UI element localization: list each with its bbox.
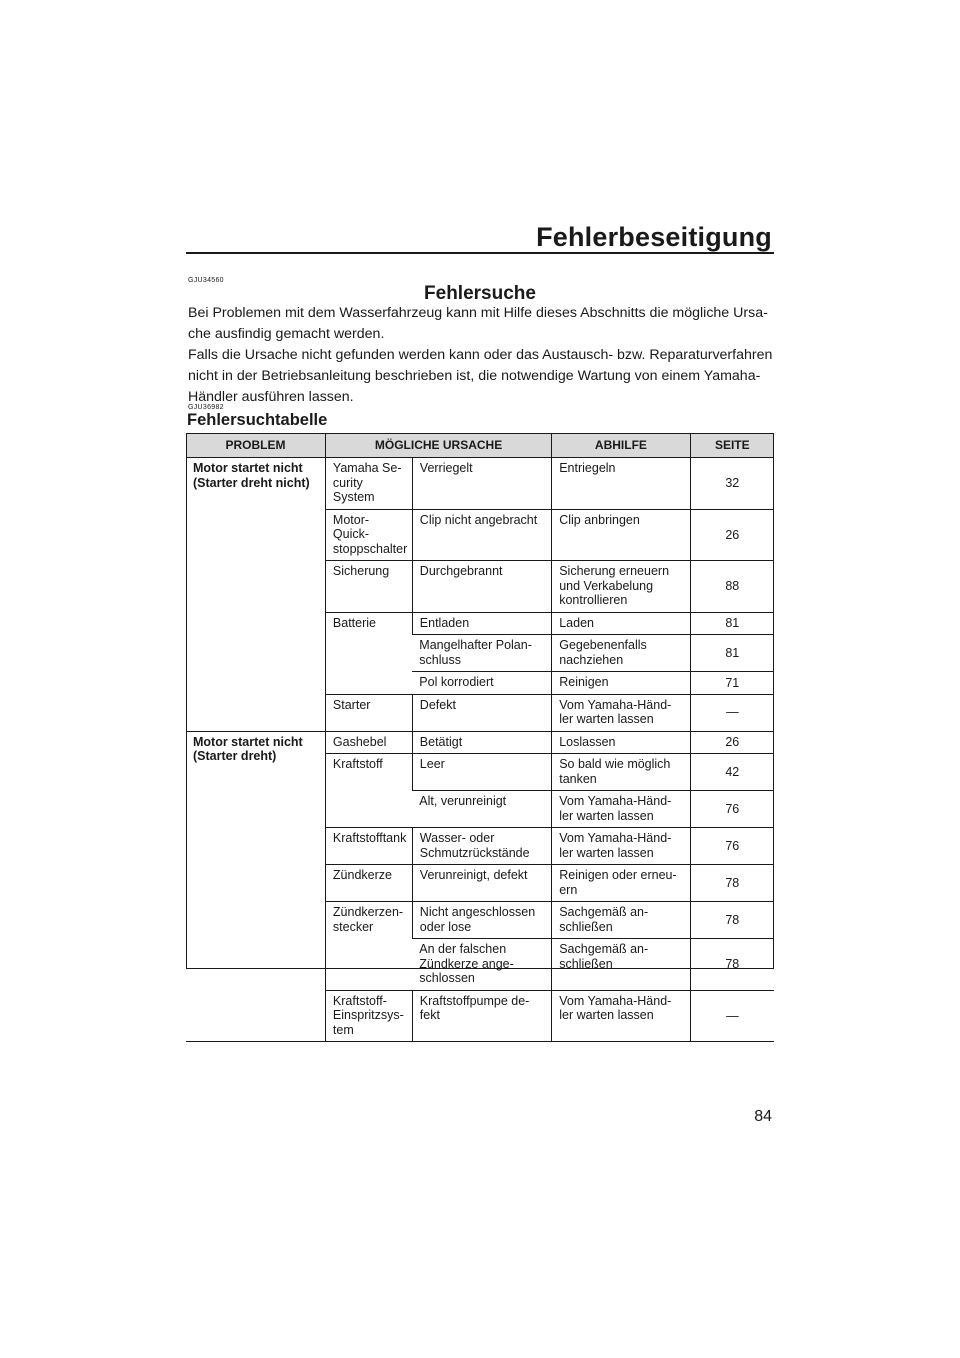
header-problem: PROBLEM [186, 433, 325, 458]
remedy-cell: Clip anbringen [552, 509, 690, 561]
remedy-cell: Vom Yamaha-Händ-ler warten lassen [552, 828, 690, 865]
subsection-title: Fehlersuchtabelle [187, 411, 328, 429]
table-row [186, 458, 774, 510]
section-code: GJU34560 [188, 277, 224, 284]
cause-cell: Verunreinigt, defekt [412, 865, 551, 902]
troubleshooting-table [186, 433, 774, 1042]
remedy-cell: Vom Yamaha-Händ-ler warten lassen [552, 694, 690, 731]
component-cell: Motor-Quick-stoppschalter [325, 509, 412, 561]
subsection-code: GJU36982 [188, 404, 224, 411]
component-cell: Zündkerzen-stecker [325, 902, 412, 991]
cause-cell: Betätigt [412, 731, 551, 754]
header-rule [186, 252, 774, 254]
problem-cell: Motor startet nicht (Starter dreht) [186, 731, 325, 1042]
page-cell: 42 [690, 754, 774, 791]
page-cell: 76 [690, 828, 774, 865]
remedy-cell: Entriegeln [552, 458, 690, 510]
page-cell: 71 [690, 672, 774, 695]
cause-cell: Clip nicht angebracht [412, 509, 551, 561]
intro-paragraph: Falls die Ursache nicht gefunden werden kann oder das Austausch- bzw. Reparaturverfahren nicht in der Betriebsanleitung beschrieben ist, die notwendige Wartung von einem Yamaha-Händler ausführen lassen. [188, 347, 773, 405]
component-cell: Gashebel [325, 731, 412, 754]
page-cell: 81 [690, 635, 774, 672]
remedy-cell: Sachgemäß an-schließen [552, 939, 690, 991]
remedy-cell: Vom Yamaha-Händ-ler warten lassen [552, 990, 690, 1042]
component-cell: Starter [325, 694, 412, 731]
page-cell: 26 [690, 731, 774, 754]
component-cell: Kraftstoff-Einspritzsys-tem [325, 990, 412, 1042]
cause-cell: Verriegelt [412, 458, 551, 510]
component-cell: Kraftstoff [325, 754, 412, 828]
page-cell: 78 [690, 902, 774, 939]
remedy-cell: So bald wie möglich tanken [552, 754, 690, 791]
remedy-cell: Loslassen [552, 731, 690, 754]
remedy-cell: Reinigen [552, 672, 690, 695]
page-number: 84 [754, 1108, 772, 1125]
problem-cell: Motor startet nicht (Starter dreht nicht) [186, 458, 325, 732]
page-cell: — [690, 990, 774, 1042]
cause-cell: Entladen [412, 612, 551, 635]
header-cause: MÖGLICHE URSACHE [325, 433, 551, 458]
intro-text [188, 303, 778, 408]
component-cell: Sicherung [325, 561, 412, 613]
cause-cell: Alt, verunreinigt [412, 791, 551, 828]
remedy-cell: Gegebenenfalls nachziehen [552, 635, 690, 672]
page-cell: 78 [690, 939, 774, 991]
page-cell: 26 [690, 509, 774, 561]
cause-cell: Defekt [412, 694, 551, 731]
cause-cell: Kraftstoffpumpe de-fekt [412, 990, 551, 1042]
cause-cell: Leer [412, 754, 551, 791]
remedy-cell: Reinigen oder erneu-ern [552, 865, 690, 902]
page-cell: — [690, 694, 774, 731]
page-cell: 78 [690, 865, 774, 902]
header-page: SEITE [690, 433, 774, 458]
component-cell: Yamaha Se-curity System [325, 458, 412, 510]
component-cell: Batterie [325, 612, 412, 694]
remedy-cell: Laden [552, 612, 690, 635]
component-cell: Zündkerze [325, 865, 412, 902]
cause-cell: Pol korrodiert [412, 672, 551, 695]
cause-cell: Durchgebrannt [412, 561, 551, 613]
cause-cell: An der falschen Zündkerze ange-schlossen [412, 939, 551, 991]
page-cell: 88 [690, 561, 774, 613]
header-remedy: ABHILFE [552, 433, 690, 458]
cause-cell: Mangelhafter Polan-schluss [412, 635, 551, 672]
page-cell: 32 [690, 458, 774, 510]
page-cell: 76 [690, 791, 774, 828]
section-title: Fehlersuche [424, 283, 536, 304]
cause-cell: Wasser- oder Schmutzrückstände [412, 828, 551, 865]
table-row [186, 731, 774, 754]
cause-cell: Nicht angeschlossen oder lose [412, 902, 551, 939]
remedy-cell: Sachgemäß an-schließen [552, 902, 690, 939]
table-body [186, 458, 774, 1042]
intro-paragraph: Bei Problemen mit dem Wasserfahrzeug kann mit Hilfe dieses Abschnitts die mögliche Ursa-che ausfindig gemacht werden. [188, 305, 768, 342]
chapter-title: Fehlerbeseitigung [536, 222, 772, 252]
remedy-cell: Sicherung erneuern und Verkabelung kontrollieren [552, 561, 690, 613]
page-cell: 81 [690, 612, 774, 635]
table-header-row [186, 433, 774, 458]
remedy-cell: Vom Yamaha-Händ-ler warten lassen [552, 791, 690, 828]
component-cell: Kraftstofftank [325, 828, 412, 865]
